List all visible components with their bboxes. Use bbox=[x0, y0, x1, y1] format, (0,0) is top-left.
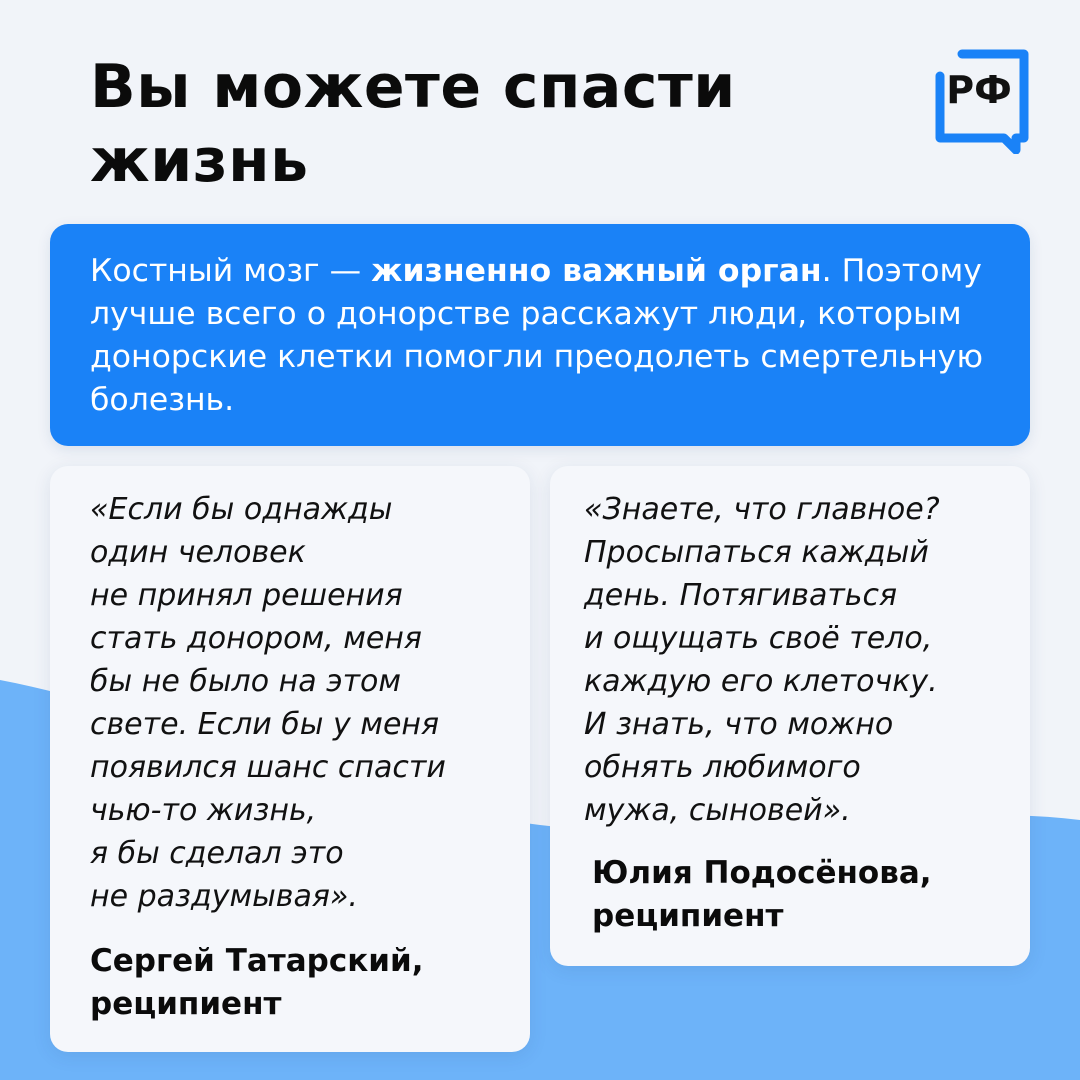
quote-card-right bbox=[550, 466, 1030, 966]
quote-author: Сергей Татарский, реципиент bbox=[90, 943, 424, 1022]
intro-text-start: Костный мозг — bbox=[90, 253, 372, 289]
page-title: Вы можете спасти жизнь bbox=[90, 52, 736, 196]
quote-text: «Если бы однажды один человек не принял решения стать донором, меня бы не было на этом свете. Если бы у меня появился шанс спасти чью-то жизнь, я бы сделал это не раздумывая». bbox=[90, 492, 446, 914]
intro-text-end: . Поэтому лучше всего о донорстве расскажут люди, которым донорские клетки помогли преодолеть смертельную болезнь. bbox=[90, 253, 983, 418]
quote-card-left bbox=[50, 466, 530, 1052]
intro-banner bbox=[50, 224, 1030, 446]
quote-author: Юлия Подосёнова, реципиент bbox=[592, 855, 932, 934]
logo-text: РФ bbox=[946, 68, 1012, 112]
quote-text: «Знаете, что главное? Просыпаться каждый день. Потягиваться и ощущать своё тело, каждую его клеточку. И знать, что можно обнять любимого мужа, сыновей». bbox=[584, 492, 940, 828]
intro-text-highlight: жизненно важный орган bbox=[371, 253, 822, 289]
logo bbox=[932, 46, 1036, 154]
